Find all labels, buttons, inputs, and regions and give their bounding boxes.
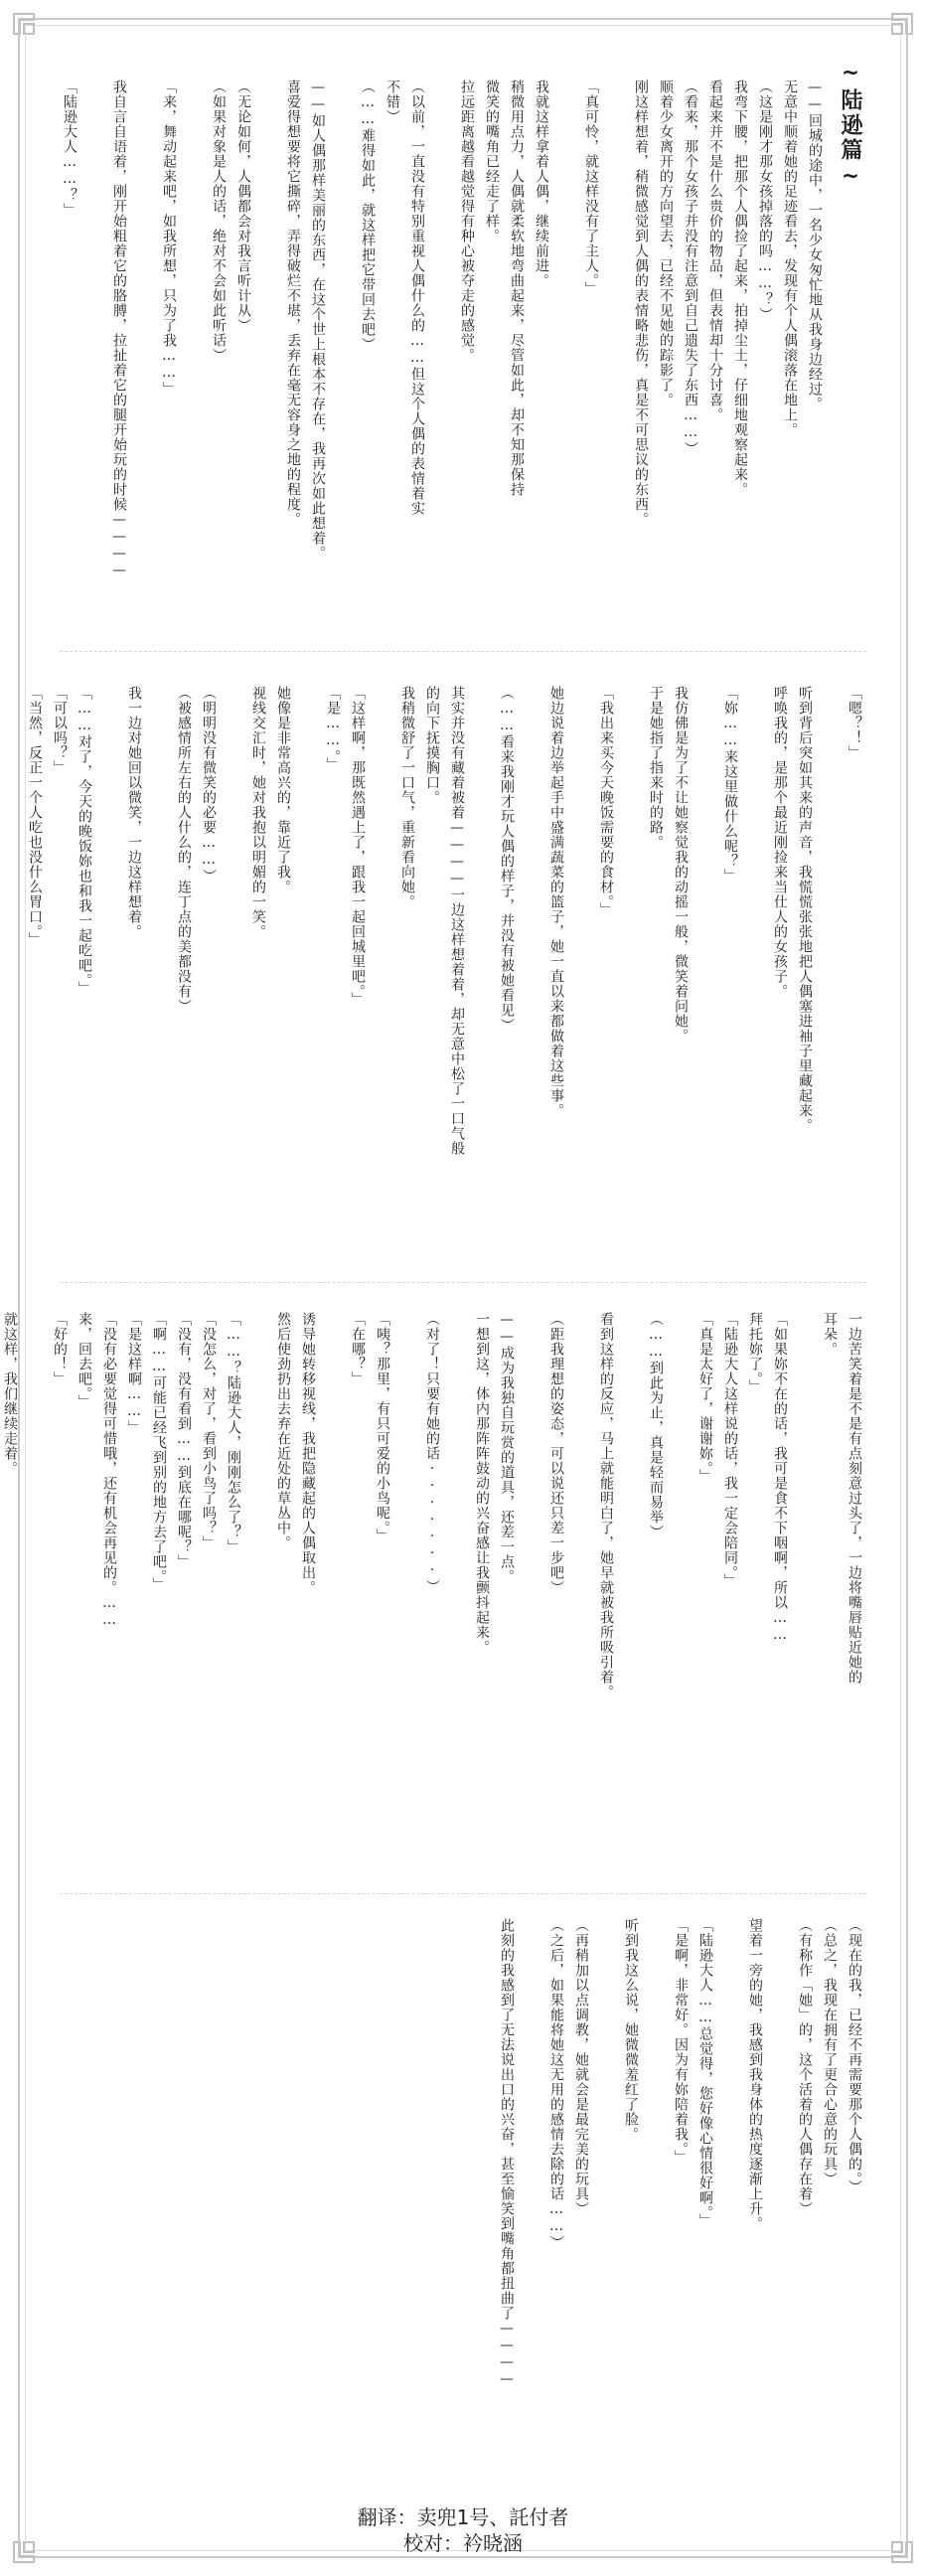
story-line: 就这样，我们继续走着。 xyxy=(2,1312,18,1476)
story-line: 「好的！」 xyxy=(52,1312,68,1386)
section-divider xyxy=(60,1893,866,1894)
story-line: 看起来并不是什么贵价的物品，但表情却十分讨喜。 xyxy=(707,80,723,422)
proofreading-credit: 校对：衿晓涵 xyxy=(403,2531,523,2555)
story-line: 视线交汇时，她对我抱以明媚的一笑。 xyxy=(250,686,266,939)
story-line: 耳朵。 xyxy=(822,1312,838,1357)
story-line: 稍微用点力，人偶就柔软地弯曲起来，尽管如此，却不知那保持 xyxy=(509,80,525,497)
story-line: 「是……。」 xyxy=(325,686,341,772)
story-line: 她边说着边举起手中盛满蔬菜的篮子，她一直以来都做着这些事。 xyxy=(548,686,564,1118)
story-line: 「没有必要觉得可惜哦，还有机会再见的。…… xyxy=(101,1312,117,1629)
story-line: 我自言自语着，刚开始粗着它的胳膊，拉扯着它的腿开始玩的时候———— xyxy=(111,80,127,579)
story-line: 拜托妳了。」 xyxy=(747,1312,763,1394)
story-line: 「可以吗？」 xyxy=(52,686,68,775)
paragraph-spacer xyxy=(693,686,717,1262)
paragraph-spacer xyxy=(22,1312,47,1878)
story-line: 「啊……可能已经飞到别的地方去了吧。」 xyxy=(151,1312,167,1592)
corner-ornament-icon xyxy=(12,12,46,46)
section-body xyxy=(62,80,827,616)
paragraph-spacer xyxy=(181,80,206,616)
story-text xyxy=(57,80,827,616)
story-line: 她像是非常高兴的，靠近了我。 xyxy=(275,686,291,894)
story-line: 我仿佛是为了不让她察觉我的动摇一般，微笑着问她。 xyxy=(673,686,689,1044)
story-line: （以前，一直没有特别重视人偶什么的……但这个人偶的表情着实 xyxy=(409,80,425,516)
story-line: 不错） xyxy=(385,80,400,124)
story-line: （有称作「她」的，这个活着的人偶存在着） xyxy=(797,1918,813,2216)
story-line: （如果对象是人的话，绝对不会如此听话） xyxy=(211,80,227,363)
story-line: （被感情所左右的人什么的，连丁点的美都没有） xyxy=(176,686,192,1014)
story-line: 「陆逊大人这样说的话，我一定会陪同。」 xyxy=(722,1312,738,1588)
paragraph-spacer xyxy=(370,686,394,1262)
story-line: 「是这样啊……」 xyxy=(126,1312,142,1435)
story-line: （对了！只要有她的话·······） xyxy=(424,1312,440,1594)
story-line: （看来，那个女孩子并没有注意到自己遗失了东西……） xyxy=(683,80,698,456)
story-line: （总之，我现在拥有了更合心意的玩具） xyxy=(822,1918,838,2186)
paragraph-spacer xyxy=(221,686,245,1262)
paragraph-spacer xyxy=(96,686,121,1262)
paragraph-spacer xyxy=(81,80,106,616)
story-line: 望着一旁的她，我感到我身体的热度逐渐上升。 xyxy=(747,1918,763,2231)
paragraph-spacer xyxy=(593,1918,618,2475)
paragraph-spacer xyxy=(444,1312,469,1878)
paragraph-spacer xyxy=(717,1918,742,2475)
story-line: 微笑的嘴角已经走了样。 xyxy=(484,80,500,243)
story-line: 「我出来买今天晚饭需要的食材。」 xyxy=(598,686,614,917)
story-line: （再稍加以点调教，她就会是最完美的玩具） xyxy=(573,1918,589,2216)
story-line: 我弯下腰，把那个人偶捡了起来，拍掉尘土，仔细地观察起来。 xyxy=(732,80,748,497)
story-line: （……难得如此，就这样把它带回去吧） xyxy=(360,80,376,352)
story-line: 我稍微舒了一口气，重新看向她。 xyxy=(399,686,415,909)
paragraph-spacer xyxy=(553,80,578,616)
story-section-1 xyxy=(60,60,866,626)
story-line: 「这样啊，那既然遇上了，跟我一起回城里吧。」 xyxy=(350,686,366,1007)
story-text xyxy=(494,1918,866,2475)
story-line: （之后，如果能将她这无用的感情去除的话……） xyxy=(548,1918,564,2250)
story-line: 「陆逊大人……？」 xyxy=(62,80,77,218)
story-line: 听到我这么说，她微微羞红了脸。 xyxy=(623,1918,639,2142)
section-divider xyxy=(60,651,866,652)
translation-credit: 翻译：卖兜1号、託付者 xyxy=(357,2505,569,2529)
story-line: （距我理想的姿态，可以说还只差一步吧） xyxy=(548,1312,564,1595)
story-section-3 xyxy=(2,1312,866,1878)
story-line: 「真是太好了，谢谢妳。」 xyxy=(697,1312,713,1484)
story-line: 「咦？那里，有只可爱的小鸟呢。」 xyxy=(375,1312,390,1543)
paragraph-spacer xyxy=(469,686,494,1262)
paragraph-spacer xyxy=(767,1918,792,2475)
story-line: 诱导她转移视线，我把隐藏起的人偶取出。 xyxy=(300,1312,316,1595)
story-line: 「是啊，非常好。因为有妳陪着我。」 xyxy=(673,1918,689,2165)
story-text xyxy=(22,686,866,1262)
story-line: （……看来我刚才玩人偶的样子，并没有被她看见） xyxy=(499,686,515,1033)
story-line: 「来，舞动起来吧，如我所想，只为了我……」 xyxy=(161,80,177,397)
story-line: （……到此为止，真是轻而易举） xyxy=(648,1312,664,1539)
paragraph-spacer xyxy=(245,1312,270,1878)
section-divider xyxy=(60,1282,866,1283)
story-line: 顺着少女离开的方向望去，已经不见她的踪影了。 xyxy=(658,80,674,407)
paragraph-spacer xyxy=(618,686,643,1262)
story-line: 「真可怜，就这样没有了主人。」 xyxy=(583,80,599,296)
story-line: （这是刚才那女孩掉落的吗……？） xyxy=(757,80,773,322)
story-line: 然后使劲扔出去弃在近处的草丛中。 xyxy=(275,1312,291,1550)
story-line: 无意中顺着她的足迹看去，发现有个人偶滚落在地上。 xyxy=(782,80,798,437)
credits xyxy=(0,2504,926,2556)
story-line: 「在哪？」 xyxy=(350,1312,366,1386)
story-line: 听到背后突如其来的声音，我慌慌张张地把人偶塞进袖子里藏起来。 xyxy=(797,686,813,1133)
paragraph-spacer xyxy=(792,1312,817,1878)
story-line: 「嗯？！」 xyxy=(847,686,862,760)
story-line: ——回城的途中，一名少女匆忙地从我身边经过。 xyxy=(807,80,823,411)
story-line: ——如人偶那样美丽的东西，在这个世上根本不存在，我再次如此想着。 xyxy=(310,80,326,561)
story-line: 的向下抚摸胸口。 xyxy=(424,686,440,805)
story-line: 看到这样的反应，马上就能明白了，她早就被我所吸引着。 xyxy=(598,1312,614,1699)
paragraph-spacer xyxy=(603,80,628,616)
story-line: 「当然，反正一个人吃也没什么胃口。」 xyxy=(27,686,43,947)
story-line: 一边苦笑着是不是有点刻意过头了，一边将嘴唇贴近她的 xyxy=(847,1312,862,1685)
story-line: 拉远距离越看越觉得有种心被夺走的感觉。 xyxy=(459,80,475,363)
paragraph-spacer xyxy=(320,1312,345,1878)
story-line: 「……对了，今天的晚饭妳也和我一起吃吧。」 xyxy=(77,686,92,996)
paragraph-spacer xyxy=(330,80,355,616)
story-line: 刚这样想着，稍微感觉到人偶的表情略悲伤，真是不可思议的东西。 xyxy=(633,80,649,527)
story-line: 一想到这，体内那阵阵鼓动的兴奋感让我颤抖起来。 xyxy=(474,1312,490,1655)
story-text xyxy=(0,1312,866,1878)
paragraph-spacer xyxy=(568,1312,593,1878)
story-section-4 xyxy=(60,1918,866,2475)
paragraph-spacer xyxy=(295,686,320,1262)
paragraph-spacer xyxy=(519,686,543,1262)
story-line: 「没怎么，对了，看到小鸟了吗？」 xyxy=(201,1312,217,1550)
story-line: 我一边对她回以微笑，一边这样想着。 xyxy=(126,686,142,939)
paragraph-spacer xyxy=(668,1312,693,1878)
story-line: （无论如何，人偶都会对我言听计从） xyxy=(235,80,251,333)
story-line: 喜爱得想要将它撕碎，弄得破烂不堪，丢弃在毫无容身之地的程度。 xyxy=(285,80,301,527)
paragraph-spacer xyxy=(519,1312,543,1878)
story-line: 于是她指了指来时的路。 xyxy=(648,686,664,850)
story-section-2 xyxy=(27,686,866,1262)
story-line: 来，回去吧。」 xyxy=(77,1312,92,1409)
paragraph-spacer xyxy=(255,80,280,616)
story-line: 「没有，没有看到……到底在哪呢？」 xyxy=(176,1312,192,1569)
story-line: 「如果妳不在的话，我可是食不下咽啊，所以…… xyxy=(772,1312,788,1644)
paragraph-spacer xyxy=(742,686,767,1262)
paragraph-spacer xyxy=(519,1918,543,2475)
paragraph-spacer xyxy=(817,686,842,1262)
paragraph-spacer xyxy=(394,1312,419,1878)
story-line: 我就这样拿着人偶，继续前进。 xyxy=(534,80,549,288)
paragraph-spacer xyxy=(429,80,454,616)
story-line: （现在的我，已经不再需要那个人偶的。） xyxy=(847,1918,862,2194)
section-body xyxy=(2,1312,866,1878)
story-line: 「……？陆逊大人，刚刚怎么了？」 xyxy=(226,1312,241,1554)
corner-ornament-icon xyxy=(880,12,914,46)
story-line: （明明没有微笑的必要……） xyxy=(201,686,217,884)
section-body xyxy=(60,1918,866,2475)
paragraph-spacer xyxy=(131,80,156,616)
paragraph-spacer xyxy=(618,1312,643,1878)
story-line: 「妳……来这里做什么呢？」 xyxy=(722,686,738,884)
section-body xyxy=(27,686,866,1262)
page-title: ~陆逊篇~ xyxy=(838,60,863,192)
story-line: 「陆逊大人……总觉得，您好像心情很好啊。」 xyxy=(697,1918,713,2228)
story-line: 此刻的我感到了无法说出口的兴奋，甚至愉笑到嘴角都扭曲了———— xyxy=(499,1918,515,2388)
story-line: 呼唤我的，是那个最近刚捡来当仕人的女孩子。 xyxy=(772,686,788,999)
paragraph-spacer xyxy=(568,686,593,1262)
story-line: 其实并没有藏着被着————一边这样想着着，却无意中松了一口气般 xyxy=(449,686,465,1156)
paragraph-spacer xyxy=(643,1918,668,2475)
story-line: ——成为我独自玩赏的道具，还差一点。 xyxy=(499,1312,515,1584)
paragraph-spacer xyxy=(146,686,171,1262)
